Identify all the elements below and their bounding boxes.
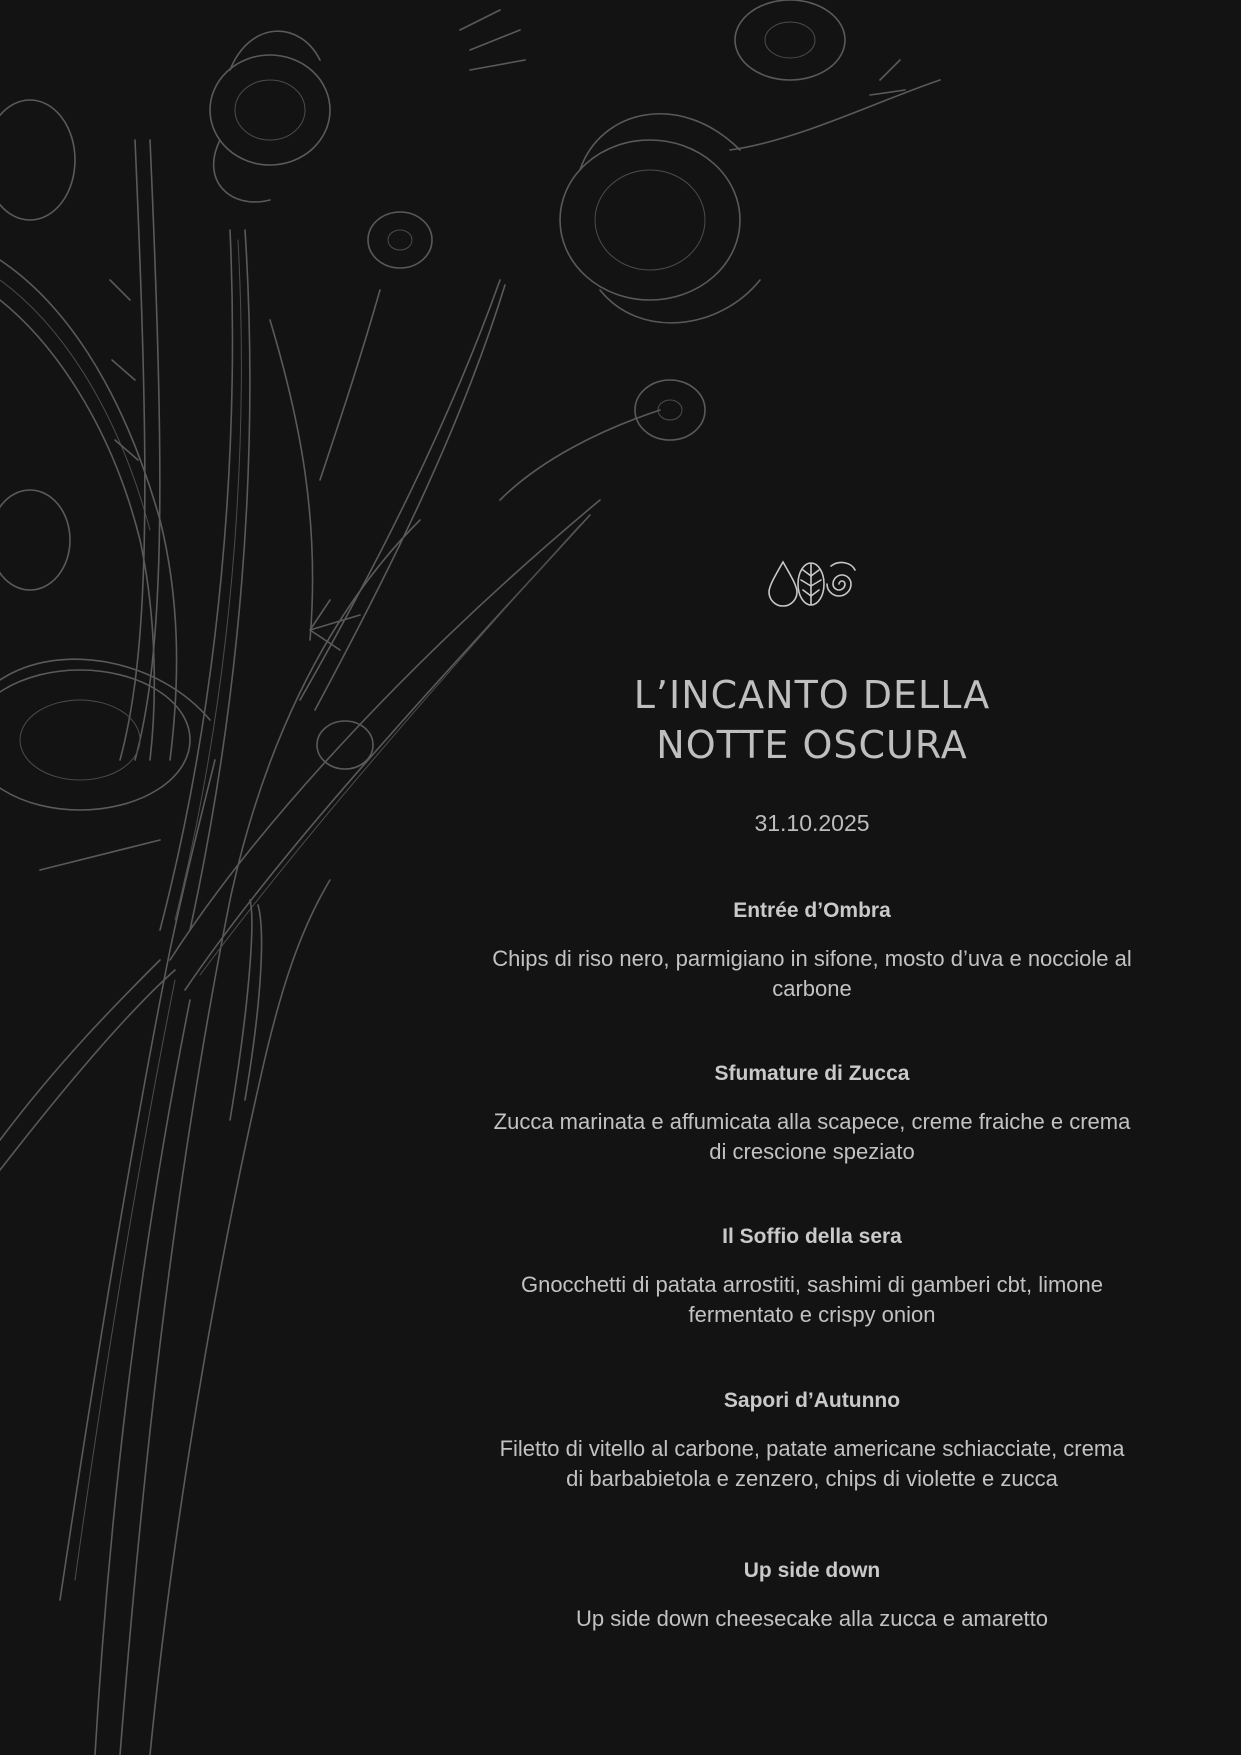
course-item bbox=[480, 1061, 1144, 1167]
course-description: Up side down cheesecake alla zucca e amaretto bbox=[575, 1606, 1049, 1631]
course-description: Gnocchetti di patata arrostiti, sashimi di gamberi cbt, limone fermentato e crispy onion bbox=[520, 1272, 1104, 1327]
spiral-icon bbox=[827, 563, 855, 596]
course-name: Il Soffio della sera bbox=[722, 1225, 902, 1248]
course-name: Sapori d’Autunno bbox=[723, 1389, 901, 1412]
menu-title-line-2: NOTTE OSCURA bbox=[656, 723, 968, 767]
menu-title-line-1: L’INCANTO DELLA bbox=[633, 673, 991, 717]
menu-date: 31.10.2025 bbox=[754, 810, 870, 836]
course-description: Zucca marinata e affumicata alla scapece, creme fraiche e crema di crescione speziato bbox=[493, 1109, 1131, 1164]
course-description: Filetto di vitello al carbone, patate americane schiacciate, crema di barbabietola e zenzero, chips di violette e zucca bbox=[499, 1436, 1125, 1491]
course-item bbox=[480, 1558, 1144, 1634]
leaf-icon bbox=[798, 563, 824, 605]
course-name: Up side down bbox=[743, 1559, 881, 1582]
course-item bbox=[480, 1388, 1144, 1494]
course-item bbox=[480, 1224, 1144, 1330]
course-description: Chips di riso nero, parmigiano in sifone, mosto d’uva e nocciole al carbone bbox=[492, 946, 1132, 1001]
menu-emblem bbox=[761, 558, 861, 608]
water-drop-icon bbox=[769, 562, 797, 606]
course-name: Entrée d’Ombra bbox=[733, 899, 891, 922]
menu-title bbox=[512, 670, 1112, 770]
course-name: Sfumature di Zucca bbox=[714, 1062, 910, 1085]
course-item bbox=[480, 898, 1144, 1004]
